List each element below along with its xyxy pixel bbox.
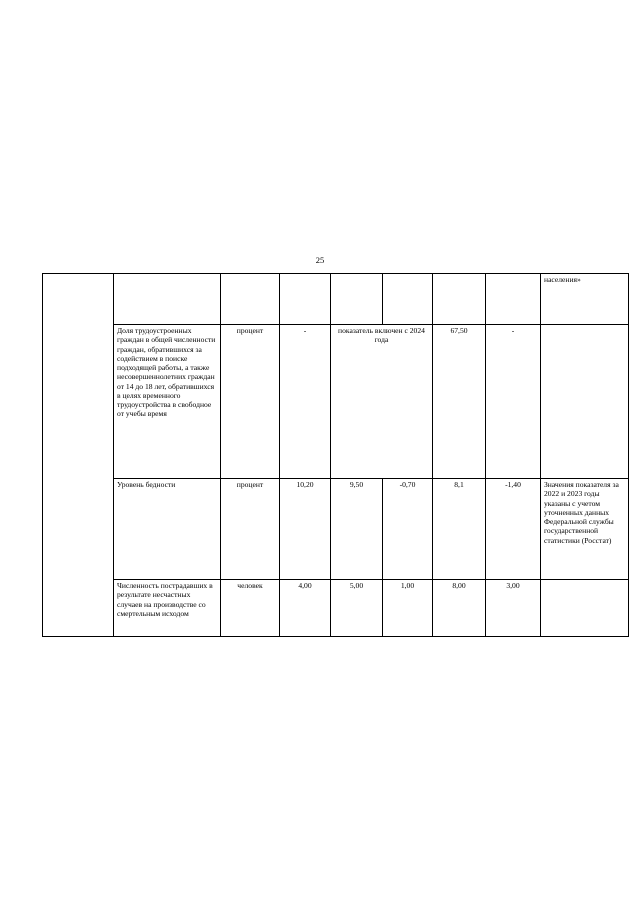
value-2022-cell: 4,00 xyxy=(280,580,331,637)
table-row xyxy=(43,580,629,637)
deviation-2024-cell: 3,00 xyxy=(486,580,541,637)
indicator-cell: Доля трудоустроенных граждан в общей численности граждан, обратившихся за содействием в поиске подходящей работы, а также несовершеннолетних граждан от 14 до 18 лет, обратившихся в целях временного трудоустройства в свободное от учебы время xyxy=(114,325,221,479)
deviation-2023-cell: 1,00 xyxy=(383,580,433,637)
value-2022-cell xyxy=(280,274,331,325)
unit-cell: процент xyxy=(221,325,280,479)
value-2024-cell: 67,50 xyxy=(433,325,486,479)
deviation-2024-cell: -1,40 xyxy=(486,479,541,580)
merged-note-cell: показатель включен с 2024 года xyxy=(331,325,433,479)
value-2023-cell xyxy=(331,274,383,325)
value-2022-cell: 10,20 xyxy=(280,479,331,580)
section-cell xyxy=(43,274,114,637)
note-cell: населения» xyxy=(541,274,629,325)
indicator-cell: Численность пострадавших в результате несчастных случаев на производстве со смертельным исходом xyxy=(114,580,221,637)
value-2022-cell: - xyxy=(280,325,331,479)
indicator-cell xyxy=(114,274,221,325)
page-number: 25 xyxy=(315,255,325,265)
value-2024-cell: 8,00 xyxy=(433,580,486,637)
unit-cell xyxy=(221,274,280,325)
value-2024-cell xyxy=(433,274,486,325)
table-row xyxy=(43,325,629,479)
note-cell xyxy=(541,580,629,637)
unit-cell: человек xyxy=(221,580,280,637)
note-cell: Значения показателя за 2022 и 2023 годы указаны с учетом уточненных данных Федеральной службы государственной статистики (Росстат) xyxy=(541,479,629,580)
note-cell xyxy=(541,325,629,479)
table-row xyxy=(43,274,629,325)
value-2024-cell: 8,1 xyxy=(433,479,486,580)
deviation-2023-cell xyxy=(383,274,433,325)
unit-cell: процент xyxy=(221,479,280,580)
deviation-2024-cell xyxy=(486,274,541,325)
deviation-2023-cell: -0,70 xyxy=(383,479,433,580)
indicator-cell: Уровень бедности xyxy=(114,479,221,580)
indicators-table xyxy=(42,273,629,637)
table-row xyxy=(43,479,629,580)
value-2023-cell: 5,00 xyxy=(331,580,383,637)
deviation-2024-cell: - xyxy=(486,325,541,479)
value-2023-cell: 9,50 xyxy=(331,479,383,580)
